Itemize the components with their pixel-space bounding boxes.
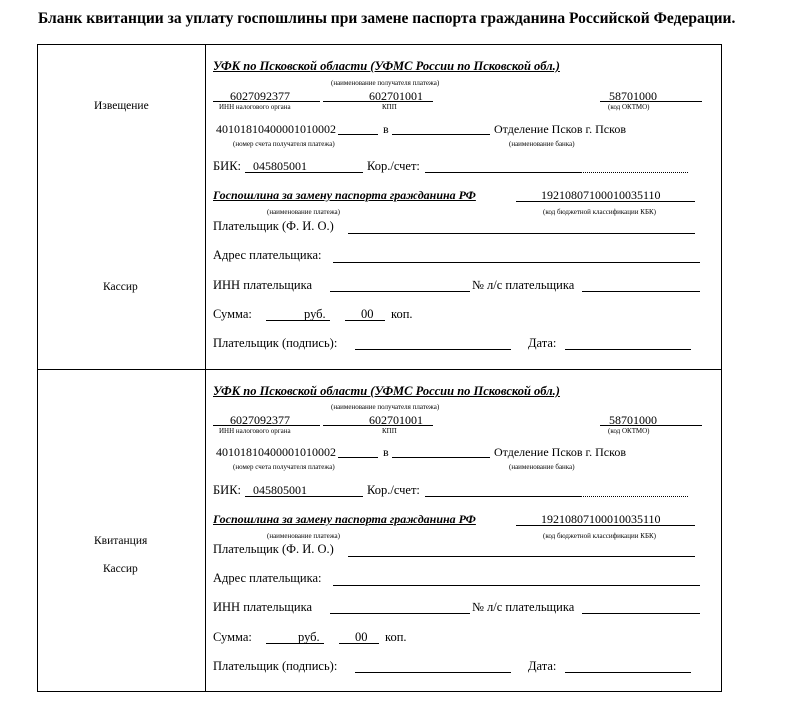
bank-value: Отделение Псков г. Псков (494, 122, 626, 136)
receipt-label: Квитанция (94, 535, 148, 547)
bik-label-2: БИК: (213, 483, 242, 497)
recipient-caption: (наименование получателя платежа) (331, 79, 440, 87)
recipient-name: УФК по Псковской области (УФМС России по Псковской обл.) (213, 59, 560, 73)
rub-label: руб. (304, 307, 326, 321)
inn-caption-2: ИНН налогового органа (219, 427, 291, 435)
date-label-2: Дата: (528, 659, 557, 673)
kpp-caption-2: КПП (382, 427, 397, 435)
notice-label: Извещение (94, 100, 149, 112)
sum-label-2: Сумма: (213, 630, 252, 644)
inn-value: 6027092377 (230, 89, 290, 103)
signature-label-2: Плательщик (подпись): (213, 659, 338, 673)
cashier-label: Кассир (103, 281, 138, 293)
kor-label: Кор./счет: (367, 159, 420, 173)
oktmo-caption: (код ОКТМО) (608, 103, 650, 111)
rub-label-2: руб. (298, 630, 320, 644)
account-caption-2: (номер счета получателя платежа) (233, 463, 335, 471)
address-field[interactable] (333, 262, 700, 263)
kop-value-2: 00 (355, 630, 368, 644)
in-word-2: в (383, 445, 389, 459)
date-label: Дата: (528, 336, 557, 350)
payment-name-caption-2: (наименование платежа) (267, 532, 340, 540)
bank-caption-2: (наименование банка) (509, 463, 575, 471)
payer-inn-field-2[interactable] (330, 613, 470, 614)
bik-label: БИК: (213, 159, 242, 173)
recipient-caption-2: (наименование получателя платежа) (331, 403, 440, 411)
oktmo-caption-2: (код ОКТМО) (608, 427, 650, 435)
payer-label-2: Плательщик (Ф. И. О.) (213, 542, 334, 556)
cashier-label-2: Кассир (103, 563, 138, 575)
bik-value: 045805001 (253, 159, 307, 173)
account-no-field[interactable] (582, 291, 700, 292)
kop-label: коп. (391, 307, 413, 321)
address-field-2[interactable] (333, 585, 700, 586)
payer-label: Плательщик (Ф. И. О.) (213, 219, 334, 233)
kbk-value-2: 19210807100010035110 (541, 512, 661, 526)
account-value-2: 40101810400001010002 (216, 445, 336, 459)
recipient-name-2: УФК по Псковской области (УФМС России по Псковской обл.) (213, 384, 560, 398)
oktmo-value: 58701000 (609, 89, 657, 103)
kbk-caption-2: (код бюджетной классификации КБК) (543, 532, 656, 540)
document-title: Бланк квитанции за уплату госпошлины при замене паспорта гражданина Российской Федерации. (38, 10, 736, 27)
kor-label-2: Кор./счет: (367, 483, 420, 497)
bik-value-2: 045805001 (253, 483, 307, 497)
bank-value-2: Отделение Псков г. Псков (494, 445, 626, 459)
payment-name-2: Госпошлина за замену паспорта гражданина РФ (213, 512, 476, 526)
payment-name: Госпошлина за замену паспорта гражданина РФ (213, 188, 476, 202)
signature-field-2[interactable] (355, 672, 511, 673)
address-label-2: Адрес плательщика: (213, 571, 322, 585)
address-label: Адрес плательщика: (213, 248, 322, 262)
kop-label-2: коп. (385, 630, 407, 644)
form-frame (37, 44, 722, 692)
account-no-label: № л/с плательщика (472, 278, 575, 292)
signature-field[interactable] (355, 349, 511, 350)
section-divider (37, 369, 722, 370)
column-divider (205, 44, 206, 692)
bank-caption: (наименование банка) (509, 140, 575, 148)
kpp-value-2: 602701001 (369, 413, 423, 427)
payer-field[interactable] (348, 233, 695, 234)
signature-label: Плательщик (подпись): (213, 336, 338, 350)
oktmo-value-2: 58701000 (609, 413, 657, 427)
in-word: в (383, 122, 389, 136)
kpp-caption: КПП (382, 103, 397, 111)
payer-field-2[interactable] (348, 556, 695, 557)
payment-name-caption: (наименование платежа) (267, 208, 340, 216)
sum-label: Сумма: (213, 307, 252, 321)
kbk-caption: (код бюджетной классификации КБК) (543, 208, 656, 216)
kop-value: 00 (361, 307, 374, 321)
payer-inn-label: ИНН плательщика (213, 278, 313, 292)
account-no-label-2: № л/с плательщика (472, 600, 575, 614)
account-caption: (номер счета получателя платежа) (233, 140, 335, 148)
inn-value-2: 6027092377 (230, 413, 290, 427)
kpp-value: 602701001 (369, 89, 423, 103)
date-field-2[interactable] (565, 672, 691, 673)
payer-inn-label-2: ИНН плательщика (213, 600, 313, 614)
account-no-field-2[interactable] (582, 613, 700, 614)
account-value: 40101810400001010002 (216, 122, 336, 136)
inn-caption: ИНН налогового органа (219, 103, 291, 111)
date-field[interactable] (565, 349, 691, 350)
kbk-value: 19210807100010035110 (541, 188, 661, 202)
payer-inn-field[interactable] (330, 291, 470, 292)
